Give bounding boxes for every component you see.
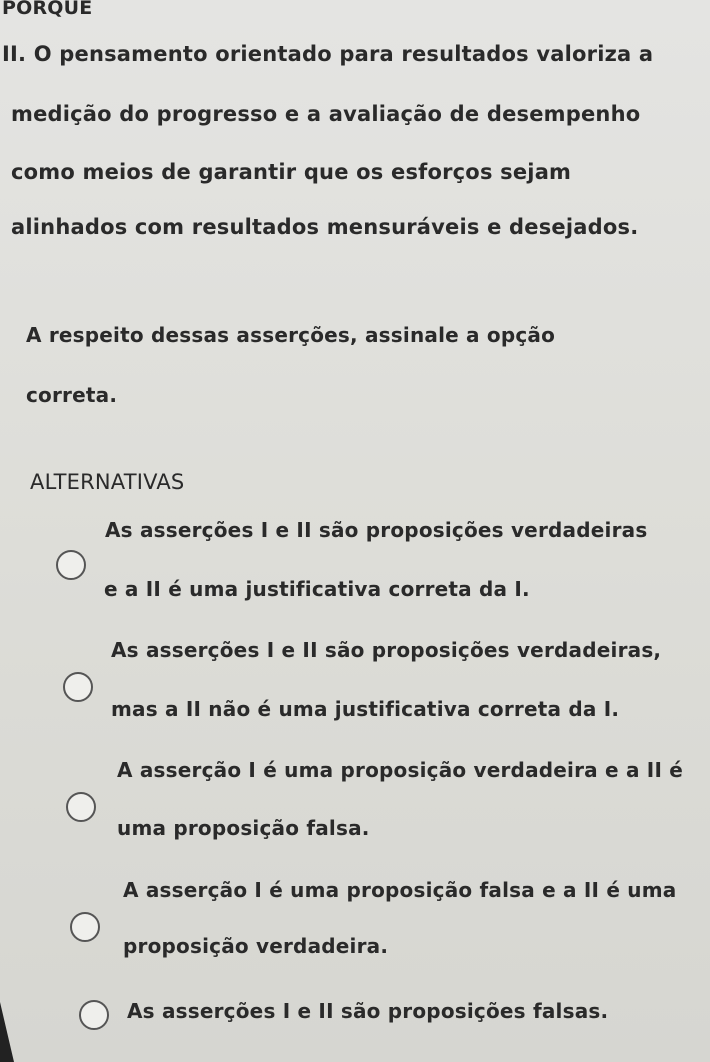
option-e[interactable] xyxy=(0,995,710,1045)
option-b-line-2: mas a II não é uma justificativa correta da I. xyxy=(111,697,620,721)
prompt-line-2: correta. xyxy=(26,383,118,407)
option-a-radio[interactable] xyxy=(56,550,86,580)
option-b-line-1: As asserções I e II são proposições verdadeiras, xyxy=(111,638,662,662)
prompt-line-1: A respeito dessas asserções, assinale a opção xyxy=(26,323,556,347)
option-b-radio[interactable] xyxy=(63,672,93,702)
option-a[interactable] xyxy=(0,512,710,612)
option-e-line-1: As asserções I e II são proposições falsas. xyxy=(127,999,609,1023)
option-d-radio[interactable] xyxy=(70,912,100,942)
option-a-line-2: e a II é uma justificativa correta da I. xyxy=(104,577,530,601)
assertion-ii-line-1: II. O pensamento orientado para resultados valoriza a xyxy=(2,42,654,66)
option-c-line-1: A asserção I é uma proposição verdadeira e a II é xyxy=(117,758,684,782)
alternatives-heading: ALTERNATIVAS xyxy=(30,470,185,494)
assertion-ii-line-4: alinhados com resultados mensuráveis e desejados. xyxy=(11,215,639,239)
option-c-radio[interactable] xyxy=(66,792,96,822)
assertion-ii-line-2: medição do progresso e a avaliação de desempenho xyxy=(11,102,641,126)
option-c[interactable] xyxy=(0,752,710,852)
connector-porque: PORQUE xyxy=(2,0,93,19)
option-d-line-1: A asserção I é uma proposição falsa e a II é uma xyxy=(123,878,677,902)
option-b[interactable] xyxy=(0,632,710,732)
option-d-line-2: proposição verdadeira. xyxy=(123,934,389,958)
option-a-line-1: As asserções I e II são proposições verdadeiras xyxy=(105,518,648,542)
option-d[interactable] xyxy=(0,872,710,972)
assertion-ii-line-3: como meios de garantir que os esforços sejam xyxy=(11,160,572,184)
option-c-line-2: uma proposição falsa. xyxy=(117,816,370,840)
option-e-radio[interactable] xyxy=(79,1000,109,1030)
photo-edge-shadow xyxy=(0,1002,14,1062)
